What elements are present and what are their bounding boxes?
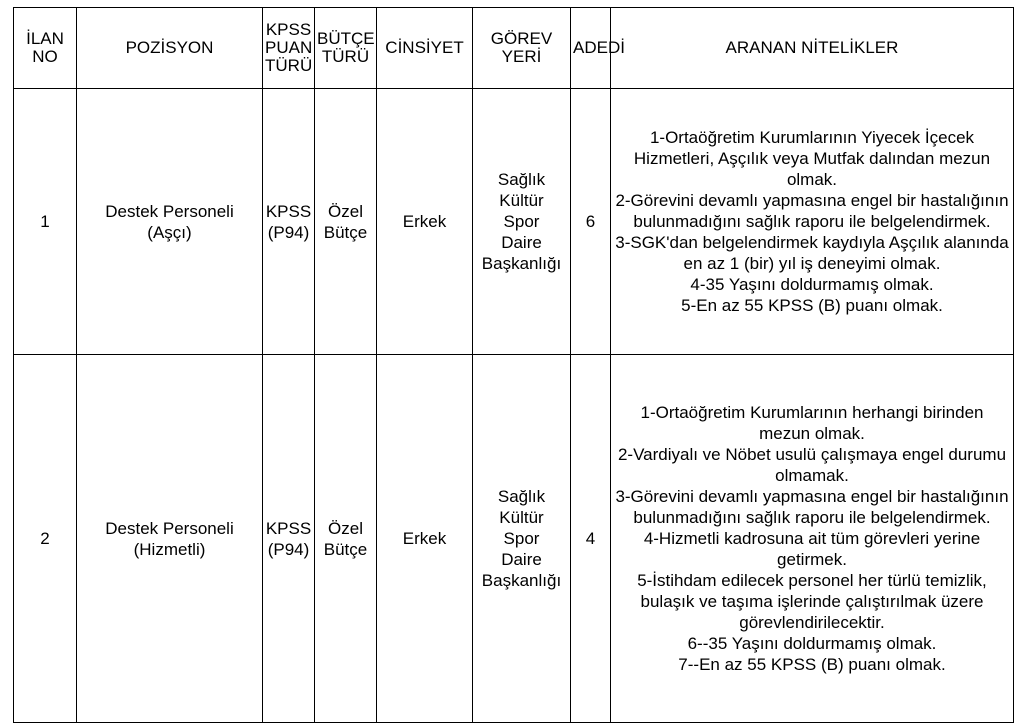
butce-line2: Bütçe: [323, 222, 368, 242]
header-kpss-line2: PUAN: [265, 38, 313, 57]
gorev-line4: Daire: [501, 550, 542, 569]
cell-adedi: 6: [571, 89, 611, 355]
gorev-line3: Spor: [503, 212, 540, 231]
gorev-line4: Daire: [501, 233, 542, 252]
nitelik-item: 4-35 Yaşını doldurmamış olmak.: [690, 275, 934, 294]
gorev-line5: Başkanlığı: [481, 254, 562, 273]
cell-pozisyon: [77, 355, 263, 723]
cell-pozisyon: [77, 89, 263, 355]
gorev-line2: Kültür: [499, 508, 544, 527]
gorev-line5: Başkanlığı: [481, 571, 562, 590]
cell-gorev-yeri: [473, 89, 571, 355]
gorev-line1: Sağlık: [497, 170, 546, 189]
nitelik-item: 4-Hizmetli kadrosuna ait tüm görevleri yerine getirmek.: [643, 529, 981, 569]
header-kpss-line3: TÜRÜ: [265, 56, 313, 75]
header-butce: [315, 8, 377, 89]
header-butce-line1: BÜTÇE: [317, 29, 375, 48]
cell-butce: [315, 89, 377, 355]
cell-gorev-yeri: [473, 355, 571, 723]
header-adedi: ADEDİ: [571, 8, 611, 89]
pozisyon-line2: (Hizmetli): [133, 539, 206, 559]
nitelik-item: 5-En az 55 KPSS (B) puanı olmak.: [681, 296, 943, 315]
kpss-line2: (P94): [267, 222, 310, 242]
butce-line2: Bütçe: [323, 539, 368, 559]
cell-adedi: 4: [571, 355, 611, 723]
cell-ilan-no: 1: [14, 89, 77, 355]
header-pozisyon: POZİSYON: [77, 8, 263, 89]
cell-nitelikler: [611, 89, 1014, 355]
butce-line1: Özel: [328, 201, 363, 221]
cell-butce: [315, 355, 377, 723]
nitelik-item: 1-Ortaöğretim Kurumlarının herhangi birinden mezun olmak.: [640, 403, 984, 443]
header-gorev-line1: GÖREV: [490, 29, 553, 48]
pozisyon-line1: Destek Personeli: [105, 518, 234, 538]
header-row: [14, 8, 1014, 89]
gorev-line2: Kültür: [499, 191, 544, 210]
kpss-line1: KPSS: [265, 518, 312, 538]
header-nitelikler: ARANAN NİTELİKLER: [611, 8, 1014, 89]
kpss-line2: (P94): [267, 539, 310, 559]
pozisyon-line2: (Aşçı): [147, 222, 192, 242]
job-listing-table: [13, 7, 1014, 723]
header-gorev-line2: YERİ: [501, 47, 542, 66]
nitelik-item: 2-Görevini devamlı yapmasına engel bir hastalığının bulunmadığını sağlık raporu ile belgelendirmek.: [615, 191, 1009, 231]
table-row: [14, 355, 1014, 723]
cell-kpss: [263, 355, 315, 723]
kpss-line1: KPSS: [265, 201, 312, 221]
header-kpss: [263, 8, 315, 89]
gorev-line1: Sağlık: [497, 487, 546, 506]
header-gorev-yeri: [473, 8, 571, 89]
table-row: [14, 89, 1014, 355]
header-cinsiyet: CİNSİYET: [377, 8, 473, 89]
header-ilan-no-line1: İLAN: [26, 29, 64, 48]
cell-kpss: [263, 89, 315, 355]
nitelik-item: 3-SGK'dan belgelendirmek kaydıyla Aşçılık alanında en az 1 (bir) yıl iş deneyimi olmak.: [615, 233, 1009, 273]
gorev-line3: Spor: [503, 529, 540, 548]
nitelik-item: 2-Vardiyalı ve Nöbet usulü çalışmaya engel durumu olmamak.: [617, 445, 1007, 485]
cell-ilan-no: 2: [14, 355, 77, 723]
nitelik-item: 3-Görevini devamlı yapmasına engel bir hastalığının bulunmadığını sağlık raporu ile belgelendirmek.: [615, 487, 1009, 527]
header-butce-line2: TÜRÜ: [321, 47, 370, 66]
cell-nitelikler: [611, 355, 1014, 723]
nitelik-item: 7--En az 55 KPSS (B) puanı olmak.: [678, 655, 946, 674]
header-kpss-line1: KPSS: [265, 20, 312, 39]
nitelik-item: 6--35 Yaşını doldurmamış olmak.: [687, 634, 937, 653]
pozisyon-line1: Destek Personeli: [105, 201, 234, 221]
header-ilan-no-line2: NO: [32, 47, 58, 66]
butce-line1: Özel: [328, 518, 363, 538]
cell-cinsiyet: Erkek: [377, 89, 473, 355]
cell-cinsiyet: Erkek: [377, 355, 473, 723]
nitelik-item: 1-Ortaöğretim Kurumlarının Yiyecek İçecek Hizmetleri, Aşçılık veya Mutfak dalından mezun olmak.: [633, 128, 991, 189]
header-ilan-no: [14, 8, 77, 89]
nitelik-item: 5-İstihdam edilecek personel her türlü temizlik, bulaşık ve taşıma işlerinde çalıştırılmak üzere görevlendirilecektir.: [637, 571, 987, 632]
